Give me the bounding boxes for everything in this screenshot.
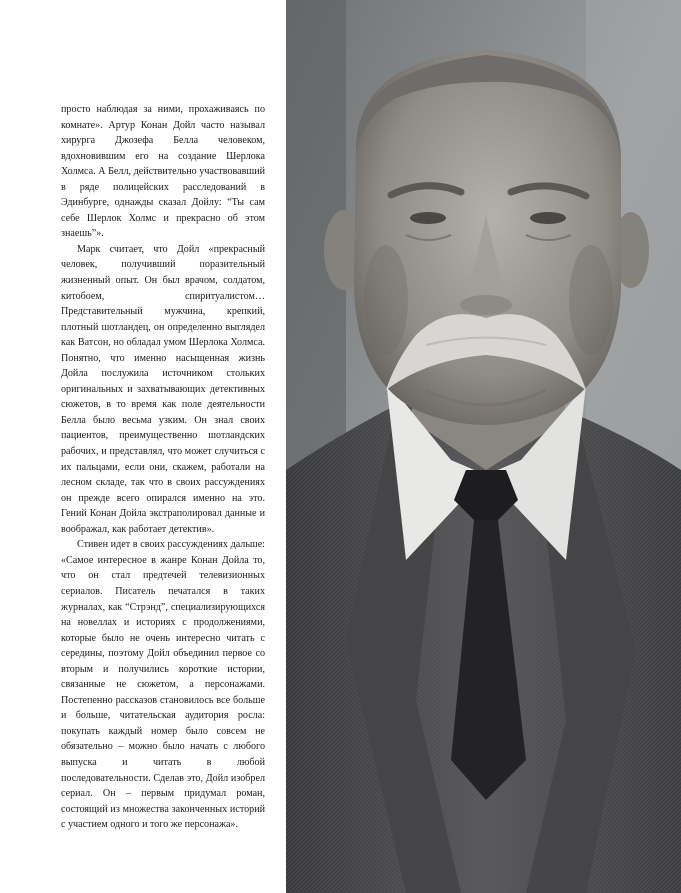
portrait-photo-icon [286, 0, 681, 893]
author-portrait [286, 0, 681, 893]
paragraph-1: просто наблюдая за ними, прохаживаясь по комнате». Артур Конан Дойл часто называл хирурга Джозефа Белла человеком, вдохновившим его на создание Шерлока Холмса. А Белл, действительно участвовавший в ряде полицейских расследований в Эдинбурге, однажды сказал Дойлу: “Ты сам себе Шерлок Холмс и прекрасно об этом знаешь”». [61, 104, 265, 240]
paragraph-3: Стивен идет в своих рассуждениях дальше: «Самое интересное в жанре Конан Дойла то, что он стал предтечей телевизионных сериалов. Писатель печатался в таких журналах, как “Стрэнд”, специализирующихся на новеллах и историях с продолжениями, которые было не очень интересно читать с середины, поэтому Дойл объединил первое со вторым и получились короткие истории, связанные не сюжетом, а персонажами. Постепенно рассказов становилось все больше и больше, читательская аудитория росла: покупать каждый номер было совсем не обязательно – можно было начать с любого выпуска и читать в любой последовательности. Сделав это, Дойл изобрел сериал. Он – первым придумал роман, состоящий из множества законченных историй с участием одного и того же персонажа». [61, 539, 265, 831]
article-text-column [61, 102, 265, 833]
paragraph-2: Марк считает, что Дойл «прекрасный человек, получивший поразительный жизненный опыт. Он был врачом, солдатом, китобоем, спиритуалистом… Представительный мужчина, крепкий, плотный шотландец, он определенно выглядел как Ватсон, но обладал умом Шерлока Холмса. Понятно, что именно насыщенная жизнь Дойла послужила источником стольких оригинальных и захватывающих детективных сюжетов, в то время как поле деятельности Белла было весьма узким. Он знал своих пациентов, преимущественно шотландских рабочих, и представлял, что может случиться с их пальцами, если они, скажем, работали на лесном складе, так что в своих рассуждениях он прежде всего опирался именно на это. Гений Конан Дойла экстраполировал данные и воображал, как работает детектив». [61, 243, 265, 535]
